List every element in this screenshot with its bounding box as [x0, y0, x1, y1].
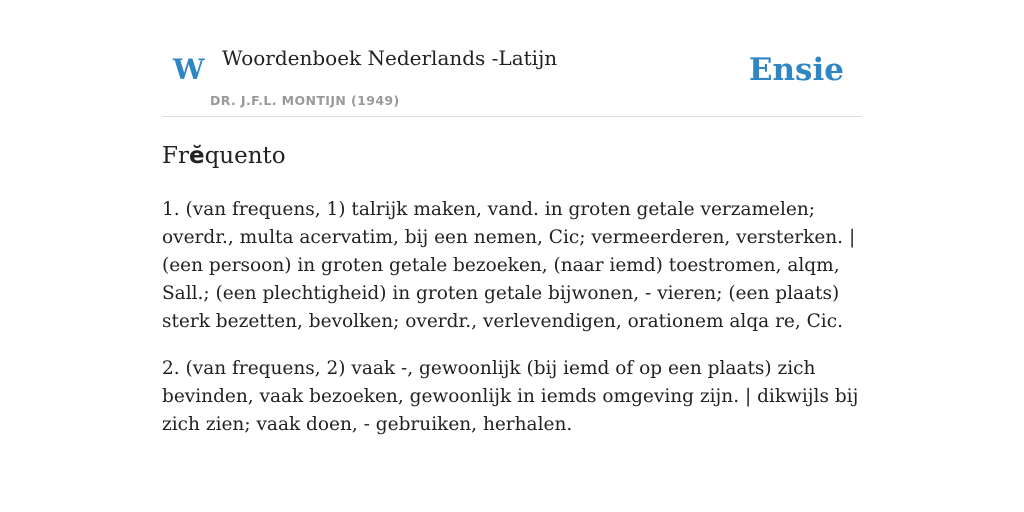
ensie-brand-link[interactable]: Ensie	[748, 52, 844, 88]
dictionary-header	[162, 0, 862, 117]
headword-breve-vowel: ĕ	[188, 143, 205, 169]
headword-end: quento	[204, 143, 286, 169]
dictionary-entry-page	[162, 0, 862, 439]
dictionary-author: DR. J.F.L. MONTIJN (1949)	[210, 93, 400, 108]
definition-2: 2. (van frequens, 2) vaak -, gewoonlijk (bij iemd of op een plaats) zich bevinden, vaak bezoeken, gewoonlijk in iemds omgeving zijn. | dikwijls bij zich zien; vaak doen, - gebruiken, herhalen.	[162, 358, 859, 435]
definition-1: 1. (van frequens, 1) talrijk maken, vand. in groten getale verzamelen; overdr., multa acervatim, bij een nemen, Cic; vermeerderen, versterken. | (een persoon) in groten getale bezoeken, (naar iemd) toestromen, alqm, Sall.; (een plechtigheid) in groten getale bijwonen, - vieren; (een plaats) sterk bezetten, bevolken; overdr., verlevendigen, orationem alqa re, Cic.	[162, 199, 856, 332]
entry-headword	[162, 139, 862, 173]
headword-start: Fr	[162, 143, 189, 169]
dictionary-title: Woordenboek Nederlands -Latijn	[222, 46, 558, 70]
dictionary-logo: W	[173, 53, 205, 86]
